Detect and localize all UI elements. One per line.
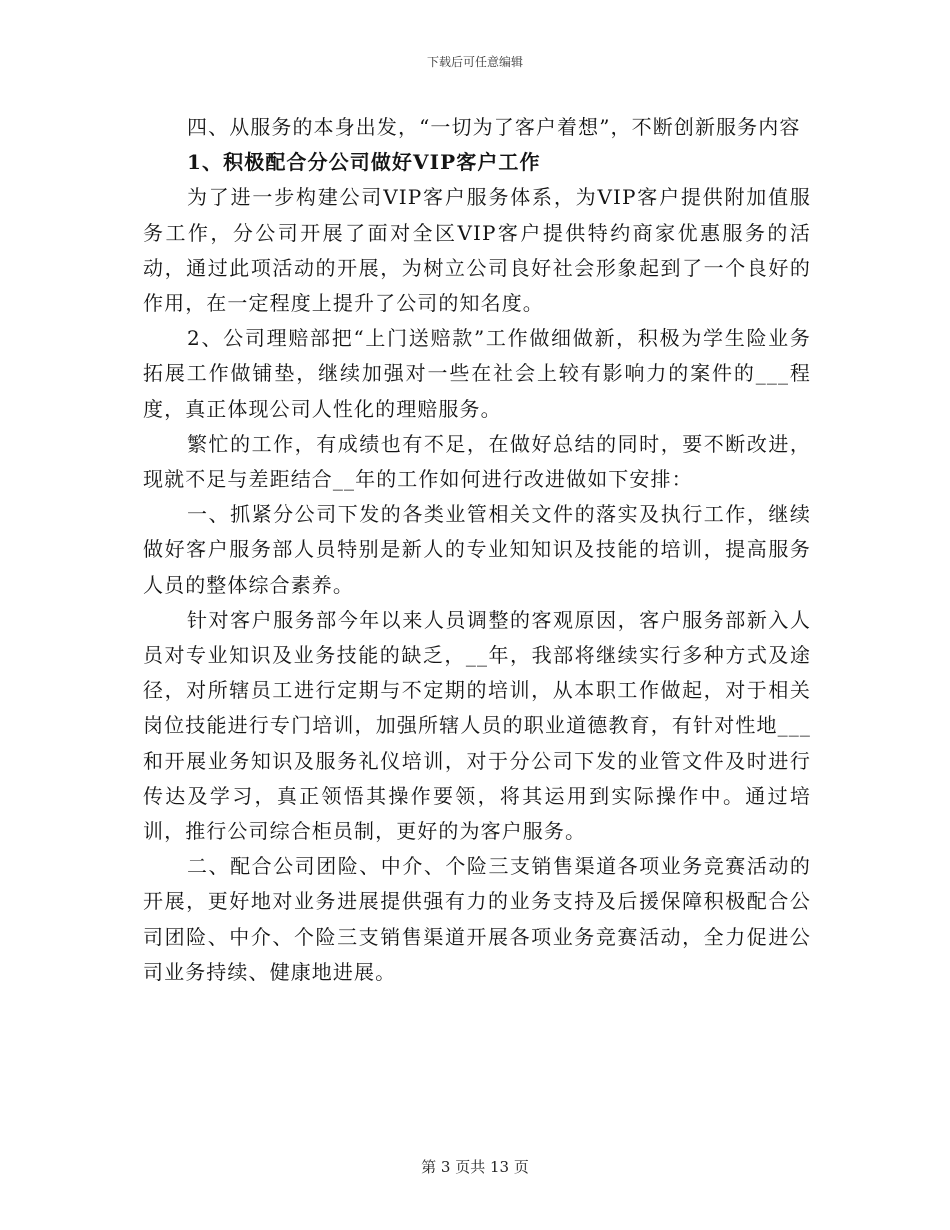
paragraph-vip-body: 为了进一步构建公司VIP客户服务体系，为VIP客户提供附加值服务工作，分公司开展了面对全区VIP客户提供特约商家优惠服务的活动，通过此项活动的开展，为树立公司良好社会形象起到了一个良好的作用，在一定程度上提升了公司的知名度。 (143, 185, 811, 316)
page-footer: 第 3 页共 13 页 (421, 1158, 529, 1176)
paragraph-claims: 2、公司理赔部把“上门送赔款”工作做细做新，积极为学生险业务拓展工作做铺垫，继续加强对一些在社会上较有影响力的案件的___程度，真正体现公司人性化的理赔服务。 (143, 326, 811, 421)
paragraph-plan-one: 一、抓紧分公司下发的各类业管相关文件的落实及执行工作，继续做好客户服务部人员特别是新人的专业知知识及技能的培训，提高服务人员的整体综合素养。 (143, 502, 811, 597)
document-body (143, 110, 811, 990)
page-header: 下载后可任意编辑 (426, 55, 523, 69)
paragraph-section-four-heading: 四、从服务的本身出发，“一切为了客户着想”，不断创新服务内容 (187, 115, 801, 139)
paragraph-plan-two: 二、配合公司团险、中介、个险三支销售渠道各项业务竞赛活动的开展，更好地对业务进展提供强有力的业务支持及后援保障积极配合公司团险、中介、个险三支销售渠道开展各项业务竞赛活动，全力促进公司业务持续、健康地进展。 (143, 854, 811, 984)
paragraph-training: 针对客户服务部今年以来人员调整的客观原因，客户服务部新入人员对专业知识及业务技能的缺乏，__年，我部将继续实行多种方式及途径，对所辖员工进行定期与不定期的培训，从本职工作做起，对于相关岗位技能进行专门培训，加强所辖人员的职业道德教育，有针对性地___和开展业务知识及服务礼仪培训，对于分公司下发的业管文件及时进行传达及学习，真正领悟其操作要领，将其运用到实际操作中。通过培训，推行公司综合柜员制，更好的为客户服务。 (143, 607, 811, 844)
paragraph-vip-heading: 1、积极配合分公司做好VIP客户工作 (187, 150, 541, 175)
paragraph-transition: 繁忙的工作，有成绩也有不足，在做好总结的同时，要不断改进，现就不足与差距结合__年的工作如何进行改进做如下安排： (143, 431, 811, 492)
